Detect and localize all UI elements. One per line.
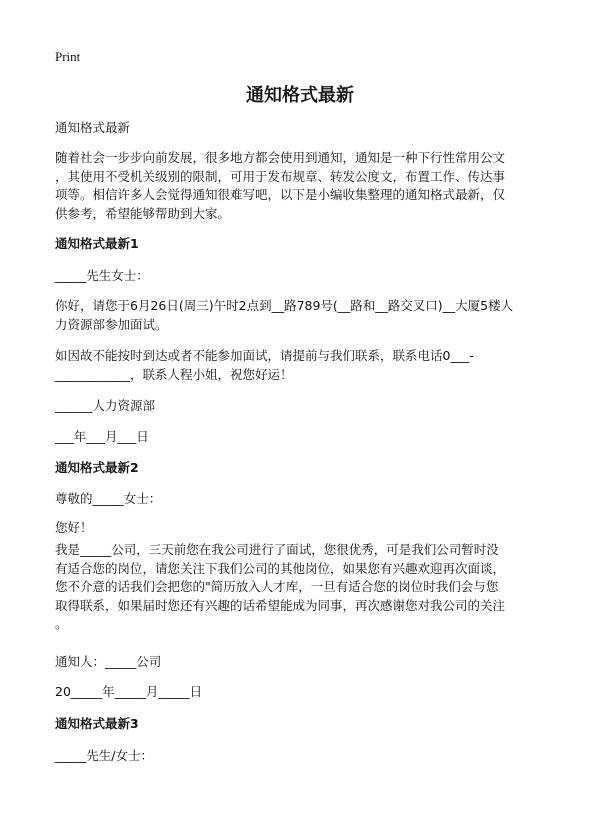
- text-line: 如因故不能按时到达或者不能参加面试，请提前与我们联系，联系电话0___-: [55, 348, 474, 363]
- text-line: ，其使用不受机关级别的限制，可用于发布规章、转发公度文，布置工作、传达事: [55, 168, 506, 184]
- section-heading: 通知格式最新3: [55, 716, 139, 731]
- signature: 通知人：_____公司: [55, 654, 162, 669]
- paragraph: [55, 347, 585, 384]
- text-line: 。: [55, 616, 68, 632]
- text-line: 供参考，希望能够帮助到大家。: [55, 205, 231, 221]
- text-line: 您不介意的话我们会把您的"简历放入人才库，一旦有适合您的岗位时我们会与您: [55, 579, 499, 595]
- text-line: ____________，联系人程小姐，祝您好运！: [55, 366, 293, 382]
- date-line: ___年___月___日: [55, 429, 149, 444]
- text-line: 你好，请您于6月26日(周三)午时2点到__路789号(__路和__路交叉口)__大厦5楼人: [55, 298, 514, 313]
- text-line: 我是_____公司，三天前您在我公司进行了面试，您很优秀，可是我们公司暂时没: [55, 542, 499, 557]
- text-line: 项等。相信许多人会觉得通知很难写吧，以下是小编收集整理的通知格式最新，仅: [55, 187, 506, 203]
- subtitle: 通知格式最新: [55, 120, 131, 135]
- print-link[interactable]: Print: [55, 49, 81, 64]
- salutation: _____先生女士：: [55, 268, 149, 283]
- text-line: 随着社会一步步向前发展，很多地方都会使用到通知，通知是一种下行性常用公文: [55, 150, 506, 165]
- text-line: 有适合您的岗位，请您关注下我们公司的其他岗位，如果您有兴趣欢迎再次面谈，: [55, 560, 506, 576]
- section-heading: 通知格式最新2: [55, 460, 139, 475]
- greeting: 您好！: [55, 520, 93, 535]
- signature: ______人力资源部: [55, 398, 156, 413]
- text-line: 取得联系，如果届时您还有兴趣的话希望能成为同事，再次感谢您对我公司的关注: [55, 597, 506, 613]
- section-heading: 通知格式最新1: [55, 236, 139, 251]
- paragraph: [55, 541, 585, 634]
- salutation: 尊敬的_____女士：: [55, 491, 162, 506]
- paragraph: [55, 297, 585, 334]
- salutation: _____先生/女士：: [55, 748, 153, 763]
- text-line: 力资源部参加面试。: [55, 316, 168, 332]
- date-line: 20_____年_____月_____日: [55, 684, 203, 699]
- intro-paragraph: [55, 149, 585, 223]
- page-title: 通知格式最新: [246, 85, 354, 106]
